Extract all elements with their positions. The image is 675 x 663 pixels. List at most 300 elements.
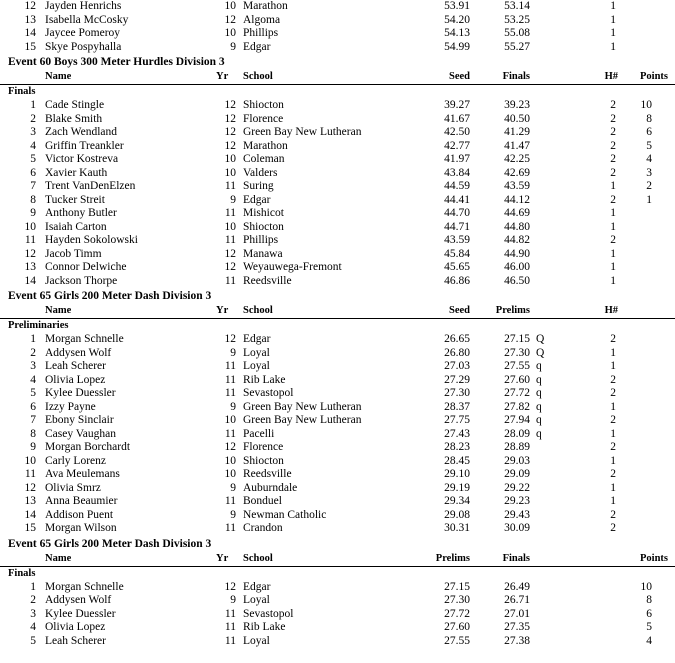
result-time: 53.14 — [504, 0, 530, 12]
result-row — [0, 414, 675, 428]
heat-number: 1 — [610, 400, 616, 413]
result-row — [0, 581, 675, 595]
heat-number: 1 — [610, 360, 616, 372]
place-cell: 15 — [24, 522, 36, 534]
result-row — [0, 608, 675, 622]
result-time: 55.08 — [504, 27, 530, 39]
result-row — [0, 509, 675, 523]
result-row — [0, 275, 675, 289]
seed-time: 27.55 — [444, 634, 470, 647]
result-time: 28.89 — [504, 441, 530, 453]
result-row — [0, 360, 675, 374]
result-row — [0, 347, 675, 361]
year-cell: 12 — [224, 112, 236, 125]
header-heat: H# — [604, 305, 618, 316]
school-name: Marathon — [243, 139, 288, 152]
school-name: Crandon — [243, 522, 283, 534]
heat-number: 1 — [610, 247, 616, 260]
year-cell: 11 — [224, 373, 236, 386]
school-name: Mishicot — [243, 207, 284, 219]
result-row — [0, 387, 675, 401]
result-time: 29.22 — [504, 481, 530, 494]
school-name: Edgar — [243, 40, 271, 53]
result-row — [0, 99, 675, 113]
school-name: Loyal — [243, 634, 270, 647]
heat-number: 2 — [610, 373, 616, 386]
points-cell: 4 — [646, 634, 652, 647]
place-cell: 2 — [30, 594, 36, 606]
heat-number: 2 — [610, 112, 616, 125]
points-cell: 10 — [640, 99, 652, 111]
header-yr: Yr — [216, 552, 229, 564]
seed-time: 30.31 — [444, 522, 470, 534]
column-header-row — [0, 304, 675, 319]
year-cell: 10 — [224, 414, 236, 426]
place-cell: 14 — [24, 27, 36, 39]
heat-number: 2 — [610, 99, 616, 111]
year-cell: 12 — [224, 333, 236, 345]
result-row — [0, 333, 675, 347]
result-time: 42.69 — [504, 166, 530, 179]
year-cell: 9 — [230, 400, 236, 413]
heat-number: 2 — [610, 234, 616, 246]
heat-number: 1 — [610, 454, 616, 467]
header-points: Points — [639, 552, 668, 564]
school-name: Rib Lake — [243, 621, 286, 633]
year-cell: 12 — [224, 126, 236, 138]
heat-number: 2 — [610, 166, 616, 179]
event-title: Event 65 Girls 200 Meter Dash Division 3 — [8, 290, 212, 302]
place-cell: 9 — [30, 207, 36, 219]
year-cell: 10 — [224, 166, 236, 179]
year-cell: 10 — [224, 454, 236, 467]
heat-number: 2 — [610, 441, 616, 453]
year-cell: 10 — [224, 468, 236, 480]
heat-number: 1 — [610, 261, 616, 273]
result-time: 44.90 — [504, 247, 530, 260]
header-result: Finals — [502, 71, 530, 82]
school-name: Phillips — [243, 234, 279, 246]
heat-number: 1 — [610, 274, 616, 287]
heat-number: 1 — [610, 207, 616, 219]
athlete-name: Olivia Lopez — [45, 373, 106, 386]
place-cell: 15 — [24, 40, 36, 53]
athlete-name: Kylee Duessler — [45, 387, 116, 399]
result-time: 29.09 — [504, 468, 530, 480]
result-row — [0, 207, 675, 221]
seed-time: 43.59 — [444, 234, 470, 246]
result-time: 29.43 — [504, 508, 530, 521]
heat-number: 2 — [610, 387, 616, 399]
year-cell: 11 — [224, 634, 236, 647]
result-time: 27.72 — [504, 387, 530, 399]
place-cell: 1 — [30, 99, 36, 111]
school-name: Loyal — [243, 360, 270, 372]
seed-time: 27.75 — [444, 414, 470, 426]
place-cell: 4 — [30, 373, 36, 386]
school-name: Valders — [243, 166, 278, 179]
result-time: 41.29 — [504, 126, 530, 138]
athlete-name: Olivia Lopez — [45, 621, 106, 633]
result-row — [0, 495, 675, 509]
seed-time: 27.60 — [444, 621, 470, 633]
result-row — [0, 234, 675, 248]
place-cell: 10 — [24, 220, 36, 233]
year-cell: 12 — [224, 139, 236, 152]
heat-number: 2 — [610, 508, 616, 521]
result-time: 27.82 — [504, 400, 530, 413]
result-row — [0, 221, 675, 235]
athlete-name: Jayden Henrichs — [45, 0, 122, 12]
seed-time: 26.80 — [444, 346, 470, 359]
result-row — [0, 482, 675, 496]
result-row — [0, 113, 675, 127]
header-school: School — [243, 71, 273, 82]
school-name: Sevastopol — [243, 387, 294, 399]
result-time: 44.69 — [504, 207, 530, 219]
year-cell: 12 — [224, 247, 236, 260]
heat-number: 2 — [610, 414, 616, 426]
seed-time: 29.08 — [444, 508, 470, 521]
result-time: 26.49 — [504, 580, 530, 593]
school-name: Manawa — [243, 247, 283, 260]
athlete-name: Blake Smith — [45, 112, 103, 125]
result-row — [0, 126, 675, 140]
heat-number: 2 — [610, 126, 616, 138]
athlete-name: Jacob Timm — [45, 247, 102, 260]
event-title: Event 60 Boys 300 Meter Hurdles Division 3 — [8, 56, 225, 68]
result-time: 27.38 — [504, 634, 530, 647]
result-row — [0, 374, 675, 388]
result-row — [0, 635, 675, 649]
school-name: Auburndale — [243, 481, 298, 494]
seed-time: 44.41 — [444, 193, 470, 206]
school-name: Green Bay New Lutheran — [243, 414, 362, 426]
athlete-name: Morgan Wilson — [45, 522, 117, 534]
round-label: Preliminaries — [8, 320, 69, 331]
athlete-name: Morgan Borchardt — [45, 441, 131, 453]
athlete-name: Addysen Wolf — [45, 346, 112, 359]
place-cell: 1 — [30, 333, 36, 345]
heat-number: 1 — [610, 40, 616, 53]
qualifier-mark: q — [536, 373, 542, 386]
athlete-name: Jaycee Pomeroy — [45, 27, 121, 39]
heat-number: 2 — [610, 139, 616, 152]
year-cell: 9 — [230, 481, 236, 494]
result-time: 27.15 — [504, 333, 530, 345]
qualifier-mark: q — [536, 427, 542, 440]
round-label: Finals — [8, 567, 36, 579]
heat-number: 1 — [610, 180, 616, 192]
header-name: Name — [45, 552, 72, 564]
school-name: Newman Catholic — [243, 508, 327, 521]
place-cell: 5 — [30, 387, 36, 399]
header-result: Finals — [502, 552, 530, 564]
round-label: Finals — [8, 86, 36, 97]
heat-number: 2 — [610, 522, 616, 534]
place-cell: 8 — [30, 193, 36, 206]
athlete-name: Leah Scherer — [45, 634, 106, 647]
result-time: 46.50 — [504, 274, 530, 287]
place-cell: 7 — [30, 180, 36, 192]
points-cell: 8 — [646, 594, 652, 606]
place-cell: 12 — [24, 481, 36, 494]
seed-time: 28.23 — [444, 441, 470, 453]
result-row — [0, 428, 675, 442]
seed-time: 28.37 — [444, 400, 470, 413]
result-row — [0, 14, 675, 28]
result-time: 44.80 — [504, 220, 530, 233]
school-name: Weyauwega-Fremont — [243, 261, 342, 273]
result-time: 44.82 — [504, 234, 530, 246]
school-name: Florence — [243, 441, 284, 453]
result-time: 27.35 — [504, 621, 530, 633]
heat-number: 1 — [610, 0, 616, 12]
school-name: Shiocton — [243, 99, 284, 111]
athlete-name: Skye Pospyhalla — [45, 40, 122, 53]
seed-time: 45.65 — [444, 261, 470, 273]
athlete-name: Victor Kostreva — [45, 153, 119, 165]
points-cell: 5 — [646, 621, 652, 633]
school-name: Loyal — [243, 346, 270, 359]
result-time: 27.01 — [504, 607, 530, 620]
place-cell: 9 — [30, 441, 36, 453]
result-row — [0, 261, 675, 275]
seed-time: 28.45 — [444, 454, 470, 467]
year-cell: 11 — [224, 495, 236, 507]
school-name: Marathon — [243, 0, 288, 12]
heat-number: 2 — [610, 193, 616, 206]
school-name: Sevastopol — [243, 607, 294, 620]
athlete-name: Morgan Schnelle — [45, 333, 124, 345]
seed-time: 44.71 — [444, 220, 470, 233]
place-cell: 14 — [24, 274, 36, 287]
result-time: 41.47 — [504, 139, 530, 152]
seed-time: 46.86 — [444, 274, 470, 287]
athlete-name: Addysen Wolf — [45, 594, 112, 606]
year-cell: 10 — [224, 220, 236, 233]
place-cell: 13 — [24, 495, 36, 507]
athlete-name: Trent VanDenElzen — [45, 180, 136, 192]
school-name: Florence — [243, 112, 284, 125]
school-name: Phillips — [243, 27, 279, 39]
result-row — [0, 441, 675, 455]
heat-number: 2 — [610, 333, 616, 345]
result-row — [0, 455, 675, 469]
school-name: Reedsville — [243, 274, 292, 287]
year-cell: 11 — [224, 274, 236, 287]
points-cell: 6 — [646, 126, 652, 138]
result-row — [0, 522, 675, 536]
result-row — [0, 153, 675, 167]
place-cell: 5 — [30, 634, 36, 647]
school-name: Green Bay New Lutheran — [243, 400, 362, 413]
points-cell: 2 — [646, 180, 652, 192]
athlete-name: Anthony Butler — [45, 207, 117, 219]
seed-time: 42.77 — [444, 139, 470, 152]
result-time: 39.23 — [504, 99, 530, 111]
heat-number: 1 — [610, 27, 616, 39]
year-cell: 9 — [230, 594, 236, 606]
result-row — [0, 194, 675, 208]
place-cell: 6 — [30, 166, 36, 179]
athlete-name: Griffin Treankler — [45, 139, 124, 152]
heat-number: 1 — [610, 481, 616, 494]
place-cell: 1 — [30, 580, 36, 593]
result-row — [0, 41, 675, 55]
place-cell: 5 — [30, 153, 36, 165]
athlete-name: Olivia Smrz — [45, 481, 101, 494]
seed-time: 27.30 — [444, 594, 470, 606]
year-cell: 11 — [224, 234, 236, 246]
qualifier-mark: q — [536, 414, 542, 426]
athlete-name: Casey Vaughan — [45, 427, 117, 440]
athlete-name: Leah Scherer — [45, 360, 106, 372]
result-time: 27.30 — [504, 346, 530, 359]
result-time: 27.60 — [504, 373, 530, 386]
athlete-name: Tucker Streit — [45, 193, 105, 206]
year-cell: 11 — [224, 427, 236, 440]
heat-number: 2 — [610, 153, 616, 165]
result-row — [0, 180, 675, 194]
year-cell: 9 — [230, 508, 236, 521]
place-cell: 3 — [30, 607, 36, 620]
header-school: School — [243, 552, 273, 564]
school-name: Green Bay New Lutheran — [243, 126, 362, 138]
event-title: Event 65 Girls 200 Meter Dash Division 3 — [8, 537, 212, 550]
year-cell: 11 — [224, 360, 236, 372]
athlete-name: Isabella McCosky — [45, 13, 129, 26]
points-cell: 6 — [646, 607, 652, 620]
seed-time: 54.99 — [444, 40, 470, 53]
year-cell: 10 — [224, 27, 236, 39]
points-cell: 1 — [646, 193, 652, 206]
header-school: School — [243, 305, 273, 316]
place-cell: 12 — [24, 247, 36, 260]
athlete-name: Morgan Schnelle — [45, 580, 124, 593]
place-cell: 7 — [30, 414, 36, 426]
school-name: Edgar — [243, 193, 271, 206]
school-name: Reedsville — [243, 468, 292, 480]
year-cell: 12 — [224, 261, 236, 273]
heat-number: 1 — [610, 220, 616, 233]
school-name: Suring — [243, 180, 274, 192]
result-time: 26.71 — [504, 594, 530, 606]
qualifier-mark: Q — [536, 333, 545, 345]
athlete-name: Zach Wendland — [45, 126, 117, 138]
result-time: 43.59 — [504, 180, 530, 192]
seed-time: 27.30 — [444, 387, 470, 399]
athlete-name: Xavier Kauth — [45, 166, 108, 179]
header-yr: Yr — [216, 71, 229, 82]
header-yr: Yr — [216, 305, 229, 316]
seed-time: 27.15 — [444, 580, 470, 593]
school-name: Pacelli — [243, 427, 275, 440]
heat-number: 1 — [610, 495, 616, 507]
place-cell: 13 — [24, 261, 36, 273]
result-time: 30.09 — [504, 522, 530, 534]
place-cell: 4 — [30, 621, 36, 633]
athlete-name: Anna Beaumier — [45, 495, 118, 507]
heat-number: 1 — [610, 13, 616, 26]
seed-time: 27.43 — [444, 427, 470, 440]
school-name: Shiocton — [243, 454, 284, 467]
seed-time: 41.67 — [444, 112, 470, 125]
seed-time: 27.29 — [444, 373, 470, 386]
column-header-row — [0, 552, 675, 567]
result-row — [0, 468, 675, 482]
points-cell: 8 — [646, 112, 652, 125]
place-cell: 2 — [30, 346, 36, 359]
result-time: 55.27 — [504, 40, 530, 53]
seed-time: 27.03 — [444, 360, 470, 372]
year-cell: 9 — [230, 193, 236, 206]
result-time: 44.12 — [504, 193, 530, 206]
qualifier-mark: q — [536, 400, 542, 413]
school-name: Loyal — [243, 594, 270, 606]
year-cell: 11 — [224, 387, 236, 399]
seed-time: 27.72 — [444, 607, 470, 620]
heat-number: 1 — [610, 346, 616, 359]
year-cell: 10 — [224, 153, 236, 165]
athlete-name: Cade Stingle — [45, 99, 105, 111]
athlete-name: Kylee Duessler — [45, 607, 116, 620]
seed-time: 44.70 — [444, 207, 470, 219]
year-cell: 9 — [230, 346, 236, 359]
qualifier-mark: Q — [536, 346, 545, 359]
seed-time: 39.27 — [444, 99, 470, 111]
header-seed: Prelims — [435, 552, 470, 564]
result-row — [0, 167, 675, 181]
result-time: 27.94 — [504, 414, 530, 426]
seed-time: 45.84 — [444, 247, 470, 260]
school-name: Edgar — [243, 580, 271, 593]
seed-time: 41.97 — [444, 153, 470, 165]
athlete-name: Connor Delwiche — [45, 261, 127, 273]
header-points: Points — [639, 71, 668, 82]
result-row — [0, 140, 675, 154]
qualifier-mark: q — [536, 360, 542, 372]
heat-number: 1 — [610, 427, 616, 440]
result-time: 29.23 — [504, 495, 530, 507]
points-cell: 10 — [640, 580, 652, 593]
school-name: Coleman — [243, 153, 285, 165]
school-name: Algoma — [243, 13, 281, 26]
seed-time: 44.59 — [444, 180, 470, 192]
year-cell: 11 — [224, 522, 236, 534]
seed-time: 43.84 — [444, 166, 470, 179]
year-cell: 12 — [224, 99, 236, 111]
header-name: Name — [45, 71, 72, 82]
place-cell: 14 — [24, 508, 36, 521]
athlete-name: Isaiah Carton — [45, 220, 107, 233]
athlete-name: Ava Meulemans — [45, 468, 120, 480]
place-cell: 4 — [30, 139, 36, 152]
seed-time: 26.65 — [444, 333, 470, 345]
year-cell: 11 — [224, 621, 236, 633]
result-row — [0, 621, 675, 635]
result-row — [0, 27, 675, 41]
athlete-name: Ebony Sinclair — [45, 414, 114, 426]
school-name: Edgar — [243, 333, 271, 345]
result-time: 40.50 — [504, 112, 530, 125]
column-header-row — [0, 70, 675, 85]
place-cell: 6 — [30, 400, 36, 413]
result-row — [0, 401, 675, 415]
athlete-name: Addison Puent — [45, 508, 114, 521]
header-heat: H# — [604, 71, 618, 82]
place-cell: 11 — [24, 468, 36, 480]
